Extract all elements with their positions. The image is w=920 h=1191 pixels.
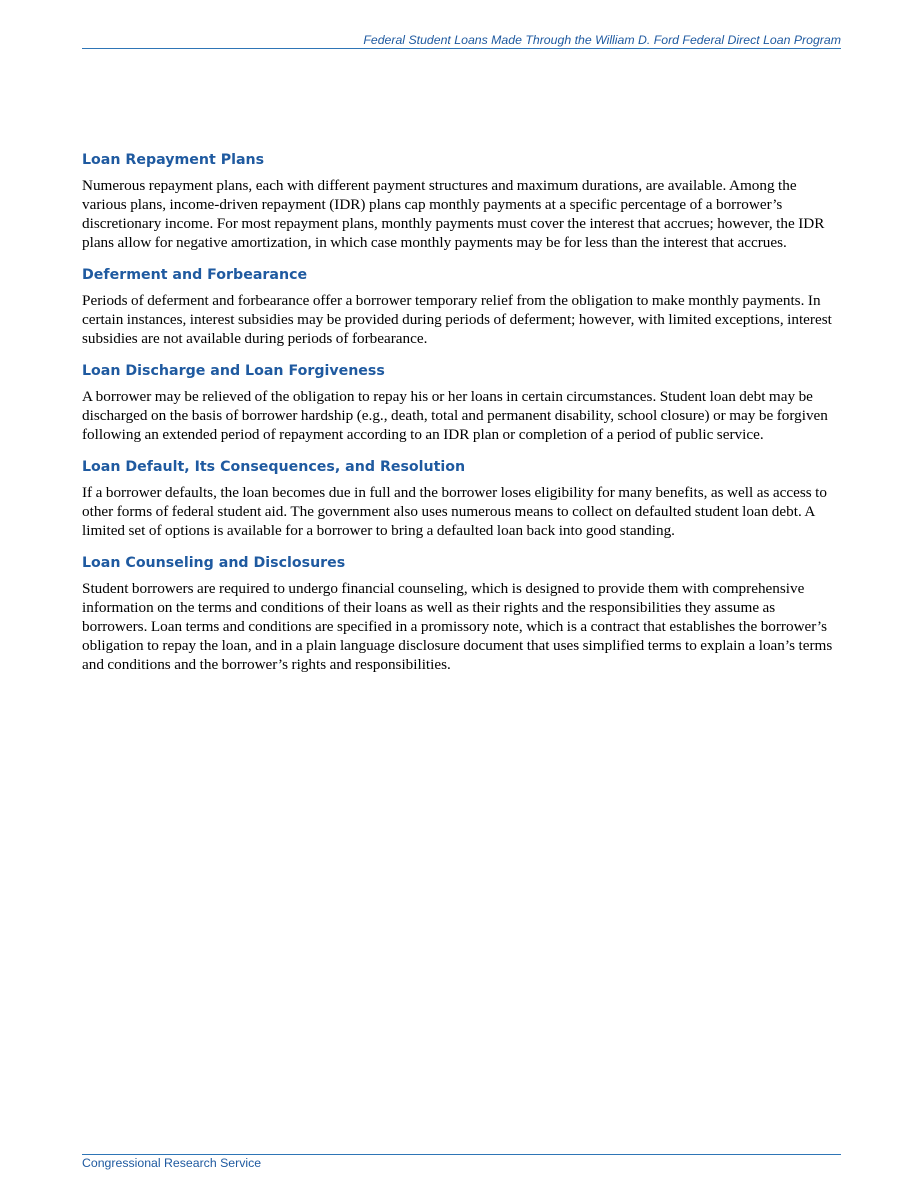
section-loan-default: [82, 458, 842, 540]
section-heading: Loan Discharge and Loan Forgiveness: [82, 363, 385, 379]
section-heading: Deferment and Forbearance: [82, 267, 308, 283]
section-paragraph: If a borrower defaults, the loan becomes due in full and the borrower loses eligibility for many benefits, as well as access to other forms of federal student aid. The government also uses numerous means to collect on defaulted student loan debt. A limited set of options is available for a borrower to bring a defaulted loan back into good standing.: [82, 484, 827, 539]
section-heading: Loan Default, Its Consequences, and Resolution: [82, 459, 466, 475]
section-paragraph: Numerous repayment plans, each with different payment structures and maximum durations, are available. Among the various plans, income-driven repayment (IDR) plans cap monthly payments at a specific percentage of a borrower’s discretionary income. For most repayment plans, monthly payments must cover the interest that accrues; however, the IDR plans allow for negative amortization, in which case monthly payments may be for less than the interest that accrues.: [82, 177, 825, 251]
section-paragraph: A borrower may be relieved of the obligation to repay his or her loans in certain circumstances. Student loan debt may be discharged on the basis of borrower hardship (e.g., death, total and permanent disability, school closure) or may be forgiven following an extended period of repayment according to an IDR plan or completion of a period of public service.: [82, 388, 828, 443]
section-heading: Loan Counseling and Disclosures: [82, 555, 346, 571]
document-body: [82, 151, 842, 688]
footer-label: Congressional Research Service: [82, 1156, 262, 1170]
section-deferment-and-forbearance: [82, 266, 842, 348]
section-paragraph: Periods of deferment and forbearance offer a borrower temporary relief from the obligation to make monthly payments. In certain instances, interest subsidies may be provided during periods of deferment; however, with limited exceptions, interest subsidies are not available during periods of forbearance.: [82, 292, 832, 347]
section-paragraph: Student borrowers are required to undergo financial counseling, which is designed to provide them with comprehensive information on the terms and conditions of their loans as well as their rights and the responsibilities they assume as borrowers. Loan terms and conditions are specified in a promissory note, which is a contract that establishes the borrower’s obligation to repay the loan, and in a plain language disclosure document that uses simplified terms to explain a loan’s terms and conditions and the borrower’s rights and responsibilities.: [82, 580, 833, 673]
section-heading: Loan Repayment Plans: [82, 152, 265, 168]
page-footer: [82, 1154, 841, 1170]
page-header: [82, 33, 841, 49]
section-loan-discharge-and-forgiveness: [82, 362, 842, 444]
running-head-title: Federal Student Loans Made Through the William D. Ford Federal Direct Loan Program: [363, 33, 841, 47]
section-loan-counseling-and-disclosures: [82, 554, 842, 674]
section-loan-repayment-plans: [82, 151, 842, 252]
